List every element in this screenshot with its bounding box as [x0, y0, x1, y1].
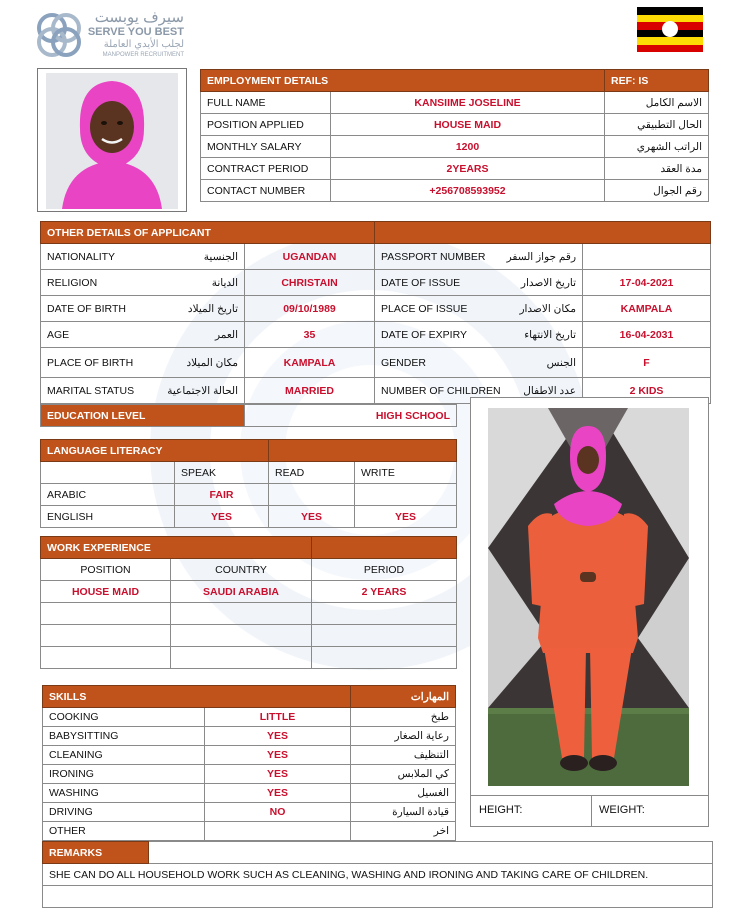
contact-number-value: +256708593952	[331, 180, 605, 202]
contact-number-label-ar: رقم الجوال	[605, 180, 709, 202]
place-of-birth-label-ar: مكان الميلاد	[186, 356, 238, 369]
skill-name-ar: قيادة السيارة	[351, 803, 456, 822]
full-name-value: KANSIIME JOSELINE	[331, 92, 605, 114]
skill-value: LITTLE	[205, 708, 351, 727]
skill-row	[43, 784, 456, 803]
skill-value: YES	[205, 746, 351, 765]
skill-name-ar: التنظيف	[351, 746, 456, 765]
date-of-expiry-value: 16-04-2031	[583, 322, 711, 348]
date-of-expiry-label: DATE OF EXPIRY	[381, 328, 467, 341]
logo-english-name: SERVE YOU BEST	[87, 26, 184, 38]
language-name: ARABIC	[41, 484, 175, 506]
read-value: YES	[269, 506, 355, 528]
remarks-table	[42, 841, 713, 908]
passport-number-value	[583, 244, 711, 270]
religion-label: RELIGION	[47, 276, 98, 289]
religion-value: CHRISTAIN	[245, 270, 375, 296]
nationality-value: UGANDAN	[245, 244, 375, 270]
skill-value: YES	[205, 765, 351, 784]
work-experience-row	[41, 603, 457, 625]
work-country-value: SAUDI ARABIA	[171, 581, 312, 603]
monthly-salary-label: MONTHLY SALARY	[201, 136, 331, 158]
ref-number: REF: IS	[605, 70, 709, 92]
logo-english-sub: MANPOWER RECRUITMENT	[102, 52, 184, 58]
logo-emblem-icon	[34, 10, 84, 60]
other-details-row	[41, 322, 711, 348]
employment-row	[201, 180, 709, 202]
employment-row	[201, 114, 709, 136]
position-applied-label-ar: الحال التطبيقي	[605, 114, 709, 136]
contract-period-label-ar: مدة العقد	[605, 158, 709, 180]
skill-name: IRONING	[43, 765, 205, 784]
work-experience-row	[41, 647, 457, 669]
contact-number-label: CONTACT NUMBER	[201, 180, 331, 202]
place-of-issue-value: KAMPALA	[583, 296, 711, 322]
education-level-table	[40, 404, 457, 427]
logo-arabic-sub: لجلب الأيدي العاملة	[103, 39, 184, 50]
work-experience-title: WORK EXPERIENCE	[41, 537, 312, 559]
employment-row	[201, 158, 709, 180]
place-of-issue-label: PLACE OF ISSUE	[381, 302, 468, 315]
full-body-photo	[488, 408, 689, 786]
position-applied-label: POSITION APPLIED	[201, 114, 331, 136]
language-row	[41, 484, 457, 506]
skill-row	[43, 822, 456, 841]
nationality-label-ar: الجنسية	[203, 250, 238, 263]
skill-name-ar: رعاية الصغار	[351, 727, 456, 746]
other-details-row	[41, 244, 711, 270]
skill-row	[43, 765, 456, 784]
full-name-label: FULL NAME	[201, 92, 331, 114]
height-label: HEIGHT:	[479, 804, 523, 816]
language-literacy-table	[40, 439, 457, 528]
remarks-text: SHE CAN DO ALL HOUSEHOLD WORK SUCH AS CLEANING, WASHING AND IRONING AND TAKING CARE OF CHILDREN.	[43, 864, 713, 886]
employment-row	[201, 92, 709, 114]
skill-row	[43, 746, 456, 765]
position-header: POSITION	[41, 559, 171, 581]
employment-details-title: EMPLOYMENT DETAILS	[201, 70, 605, 92]
age-label-ar: العمر	[214, 328, 238, 341]
skill-name-ar: الغسيل	[351, 784, 456, 803]
education-level-value: HIGH SCHOOL	[245, 405, 457, 427]
skill-row	[43, 803, 456, 822]
period-header: PERIOD	[312, 559, 457, 581]
gender-value: F	[583, 348, 711, 378]
date-of-issue-value: 17-04-2021	[583, 270, 711, 296]
work-experience-row	[41, 625, 457, 647]
place-of-issue-label-ar: مكان الاصدار	[519, 302, 577, 315]
marital-status-label-ar: الحالة الاجتماعية	[167, 384, 238, 397]
skill-name-ar: اخر	[351, 822, 456, 841]
gender-label-ar: الجنس	[546, 356, 577, 369]
number-of-children-value: 2 KIDS	[583, 378, 711, 404]
speak-header: SPEAK	[175, 462, 269, 484]
full-body-photo-frame	[470, 397, 709, 827]
age-label: AGE	[47, 328, 70, 341]
weight-label: WEIGHT:	[599, 804, 645, 816]
other-details-row	[41, 270, 711, 296]
write-value: YES	[355, 506, 457, 528]
contract-period-value: 2YEARS	[331, 158, 605, 180]
place-of-birth-value: KAMPALA	[245, 348, 375, 378]
language-row	[41, 506, 457, 528]
skill-value: NO	[205, 803, 351, 822]
work-position-value: HOUSE MAID	[41, 581, 171, 603]
full-name-label-ar: الاسم الكامل	[605, 92, 709, 114]
write-value	[355, 484, 457, 506]
speak-value: YES	[175, 506, 269, 528]
date-of-issue-label-ar: تاريخ الاصدار	[520, 276, 577, 289]
skills-table	[42, 685, 456, 841]
company-logo	[34, 8, 184, 64]
monthly-salary-label-ar: الراتب الشهري	[605, 136, 709, 158]
position-applied-value: HOUSE MAID	[331, 114, 605, 136]
skill-name-ar: كي الملابس	[351, 765, 456, 784]
write-header: WRITE	[355, 462, 457, 484]
marital-status-value: MARRIED	[245, 378, 375, 404]
number-of-children-label: NUMBER OF CHILDREN	[381, 384, 501, 397]
date-of-birth-label-ar: تاريخ الميلاد	[187, 302, 238, 315]
passport-number-label-ar: رقم جواز السفر	[506, 250, 577, 263]
work-experience-row	[41, 581, 457, 603]
contract-period-label: CONTRACT PERIOD	[201, 158, 331, 180]
skill-name: COOKING	[43, 708, 205, 727]
passport-number-label: PASSPORT NUMBER	[381, 250, 486, 263]
employment-details-table	[200, 69, 709, 202]
marital-status-label: MARITAL STATUS	[47, 384, 135, 397]
portrait-photo	[37, 68, 187, 212]
speak-value: FAIR	[175, 484, 269, 506]
remarks-title: REMARKS	[43, 842, 149, 864]
religion-label-ar: الديانة	[211, 276, 238, 289]
number-of-children-label-ar: عدد الاطفال	[523, 384, 577, 397]
date-of-issue-label: DATE OF ISSUE	[381, 276, 461, 289]
language-literacy-title: LANGUAGE LITERACY	[41, 440, 269, 462]
date-of-birth-value: 09/10/1989	[245, 296, 375, 322]
skill-name: DRIVING	[43, 803, 205, 822]
skill-value	[205, 822, 351, 841]
date-of-birth-label: DATE OF BIRTH	[47, 302, 126, 315]
monthly-salary-value: 1200	[331, 136, 605, 158]
other-details-row	[41, 348, 711, 378]
skill-value: YES	[205, 784, 351, 803]
skill-name: OTHER	[43, 822, 205, 841]
skill-row	[43, 727, 456, 746]
education-level-label: EDUCATION LEVEL	[41, 405, 245, 427]
read-header: READ	[269, 462, 355, 484]
other-details-table	[40, 221, 711, 404]
skill-name: WASHING	[43, 784, 205, 803]
uganda-flag-icon	[637, 7, 703, 52]
skills-title: SKILLS	[43, 686, 351, 708]
work-period-value: 2 YEARS	[312, 581, 457, 603]
skill-row	[43, 708, 456, 727]
place-of-birth-label: PLACE OF BIRTH	[47, 356, 134, 369]
employment-row	[201, 136, 709, 158]
other-details-row	[41, 296, 711, 322]
nationality-label: NATIONALITY	[47, 250, 116, 263]
logo-arabic-name: سيرف يوبست	[94, 9, 184, 26]
other-details-title: OTHER DETAILS OF APPLICANT	[41, 222, 375, 244]
date-of-expiry-label-ar: تاريخ الانتهاء	[524, 328, 577, 341]
skill-value: YES	[205, 727, 351, 746]
skill-name-ar: طبخ	[351, 708, 456, 727]
age-value: 35	[245, 322, 375, 348]
work-experience-table	[40, 536, 457, 669]
country-header: COUNTRY	[171, 559, 312, 581]
skills-title-ar: المهارات	[351, 686, 456, 708]
language-name: ENGLISH	[41, 506, 175, 528]
skill-name: CLEANING	[43, 746, 205, 765]
read-value	[269, 484, 355, 506]
skill-name: BABYSITTING	[43, 727, 205, 746]
gender-label: GENDER	[381, 356, 426, 369]
